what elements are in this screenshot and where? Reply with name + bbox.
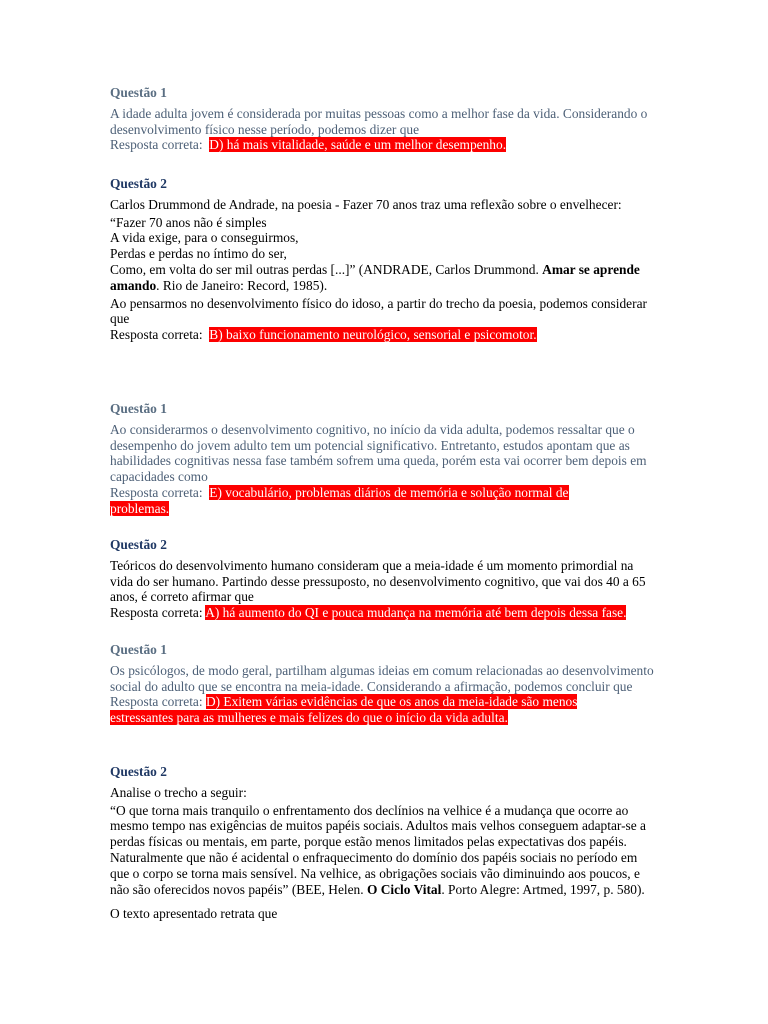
answer-line (110, 327, 658, 343)
question-title: Questão 1 (110, 401, 167, 416)
question-title: Questão 2 (110, 176, 167, 191)
answer-line (110, 694, 658, 726)
question-text: O texto apresentado retrata que (110, 906, 278, 922)
question-title: Questão 1 (110, 85, 167, 100)
correct-answer: A) há aumento do QI e pouca mudança na memória até bem depois dessa fase. (205, 605, 627, 621)
answer-label: Resposta correta: (110, 605, 203, 621)
book-title: O Ciclo Vital (366, 881, 442, 897)
correct-answer: B) baixo funcionamento neurológico, sensorial e psicomotor. (209, 327, 537, 343)
poem-line: Perdas e perdas no íntimo do ser, (110, 246, 287, 262)
answer-label: Resposta correta: (110, 484, 203, 500)
question-intro: Analise o trecho a seguir: (110, 784, 247, 800)
correct-answer: D) Exitem várias evidências de que os anos da meia-idade são menos (205, 694, 578, 710)
answer-line (110, 137, 658, 153)
correct-answer-continued: problemas. (110, 500, 170, 516)
correct-answer: D) há mais vitalidade, saúde e um melhor desempenho. (209, 137, 507, 153)
question-text: Teóricos do desenvolvimento humano consideram que a meia-idade é um momento primordial na vida do ser humano. Partindo desse pressuposto, no desenvolvimento cognitivo, que vai dos 40 a 65 anos, é correto afirmar que (110, 557, 646, 605)
question-block-5 (110, 642, 658, 726)
poem-line: “Fazer 70 anos não é simples (110, 214, 267, 230)
answer-line (110, 605, 658, 621)
question-text: A idade adulta jovem é considerada por muitas pessoas como a melhor fase da vida. Considerando o desenvolvimento físico nesse período, podemos dizer que (110, 105, 648, 137)
answer-line (110, 485, 658, 517)
question-block-6 (110, 764, 658, 922)
question-title: Questão 2 (110, 764, 167, 779)
question-block-1 (110, 85, 658, 153)
book-title: Amar se aprende amando (110, 261, 640, 293)
citation-text: Como, em volta do ser mil outras perdas [...]” (ANDRADE, Carlos Drummond. (110, 261, 543, 277)
question-block-2 (110, 176, 658, 343)
poem-line-citation (110, 262, 658, 294)
question-text: Ao considerarmos o desenvolvimento cognitivo, no início da vida adulta, podemos ressaltar que o desempenho do jovem adulto tem um potencial significativo. Entretanto, estudos apontam que as habilidades cognitivas nessa fase também sofrem uma queda, porém esta vai ocorrer bem depois em capacidades como (110, 421, 647, 485)
quote-citation: . Porto Alegre: Artmed, 1997, p. 580). (441, 881, 645, 897)
question-title: Questão 2 (110, 537, 167, 552)
correct-answer-continued: estressantes para as mulheres e mais felizes do que o início da vida adulta. (110, 710, 508, 726)
correct-answer: E) vocabulário, problemas diários de memória e solução normal de (209, 484, 569, 500)
poem-line: A vida exige, para o conseguirmos, (110, 230, 299, 246)
answer-label: Resposta correta: (110, 327, 203, 343)
question-block-3 (110, 401, 658, 517)
answer-label: Resposta correta: (110, 694, 203, 710)
question-title: Questão 1 (110, 642, 167, 657)
citation-text: . Rio de Janeiro: Record, 1985). (156, 277, 328, 293)
question-text: Ao pensarmos no desenvolvimento físico do idoso, a partir do trecho da poesia, podemos considerar que (110, 295, 647, 327)
question-block-4 (110, 537, 658, 621)
answer-label: Resposta correta: (110, 137, 203, 153)
question-intro: Carlos Drummond de Andrade, na poesia - Fazer 70 anos traz uma reflexão sobre o envelhecer: (110, 196, 622, 212)
question-text: Os psicólogos, de modo geral, partilham algumas ideias em comum relacionadas ao desenvolvimento social do adulto que se encontra na meia-idade. Considerando a afirmação, podemos concluir que (110, 662, 654, 694)
quoted-excerpt (110, 803, 658, 898)
poem-excerpt (110, 215, 658, 294)
quote-text: “O que torna mais tranquilo o enfrentamento dos declínios na velhice é a mudança que ocorre ao mesmo tempo nas exigências de muitos papéis sociais. Adultos mais velhos conseguem adaptar-se a perdas físicas ou mentais, em parte, porque estão menos limitados pelas expectativas dos papéis. Naturalmente que não é acidental o enfraquecimento do domínio dos papéis sociais no período em que o corpo se torna mais sensível. Na velhice, as obrigações sociais vão diminuindo aos poucos, e não são oferecidos novos papéis” (BEE, Helen. (110, 802, 646, 897)
